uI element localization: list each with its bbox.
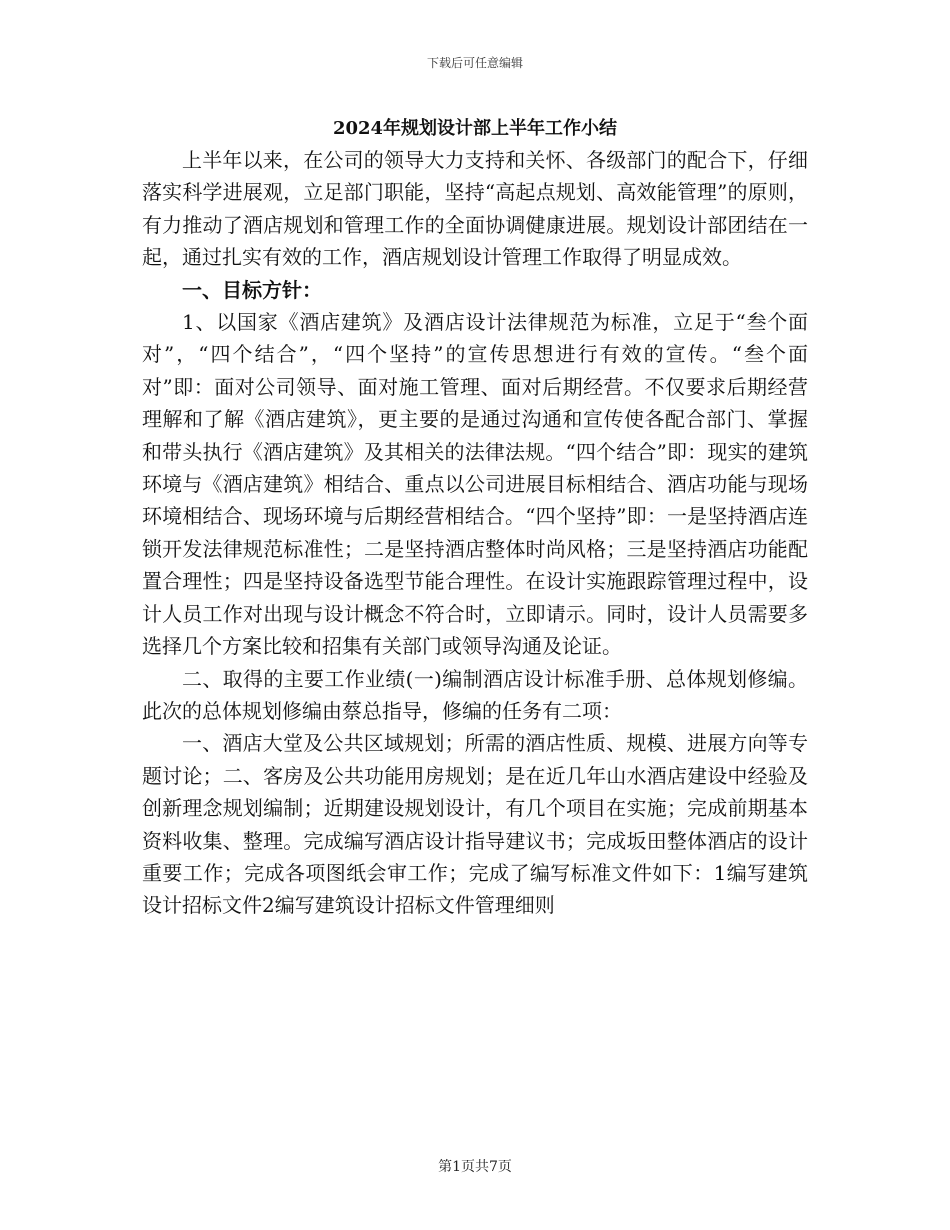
header-note: 下载后可任意编辑 [426,56,523,70]
page-number: 第1页共7页 [438,1159,512,1175]
document-title: 2024年规划设计部上半年工作小结 [332,118,618,139]
document-body [142,144,808,922]
section-heading-goals: 一、目标方针： [182,277,322,302]
paragraph-goals: 1、以国家《酒店建筑》及酒店设计法律规范为标准，立足于“叁个面对”，“四个结合”，“四个坚持”的宣传思想进行有效的宣传。“叁个面对”即：面对公司领导、面对施工管理、面对后期经营。不仅要求后期经营理解和了解《酒店建筑》，更主要的是通过沟通和宣传使各配合部门、掌握和带头执行《酒店建筑》及其相关的法律法规。“四个结合”即：现实的建筑环境与《酒店建筑》相结合、重点以公司进展目标相结合、酒店功能与现场环境相结合、现场环境与后期经营相结合。“四个坚持”即：一是坚持酒店连锁开发法律规范标准性；二是坚持酒店整体时尚风格；三是坚持酒店功能配置合理性；四是坚持设备选型节能合理性。在设计实施跟踪管理过程中，设计人员工作对出现与设计概念不符合时，立即请示。同时，设计人员需要多选择几个方案比较和招集有关部门或领导沟通及论证。 [142,310,808,659]
paragraph-tasks: 一、酒店大堂及公共区域规划；所需的酒店性质、规模、进展方向等专题讨论；二、客房及公共功能用房规划；是在近几年山水酒店建设中经验及创新理念规划编制；近期建设规划设计，有几个项目在实施；完成前期基本资料收集、整理。完成编写酒店设计指导建议书；完成坂田整体酒店的设计重要工作；完成各项图纸会审工作；完成了编写标准文件如下：1编写建筑设计招标文件2编写建筑设计招标文件管理细则 [142,731,808,918]
paragraph-intro: 上半年以来，在公司的领导大力支持和关怀、各级部门的配合下，仔细落实科学进展观，立足部门职能，坚持“高起点规划、高效能管理”的原则，有力推动了酒店规划和管理工作的全面协调健康进展。规划设计部团结在一起，通过扎实有效的工作，酒店规划设计管理工作取得了明显成效。 [142,148,808,270]
paragraph-achievements: 二、取得的主要工作业绩(一)编制酒店设计标准手册、总体规划修编。此次的总体规划修编由蔡总指导，修编的任务有二项： [142,666,808,723]
